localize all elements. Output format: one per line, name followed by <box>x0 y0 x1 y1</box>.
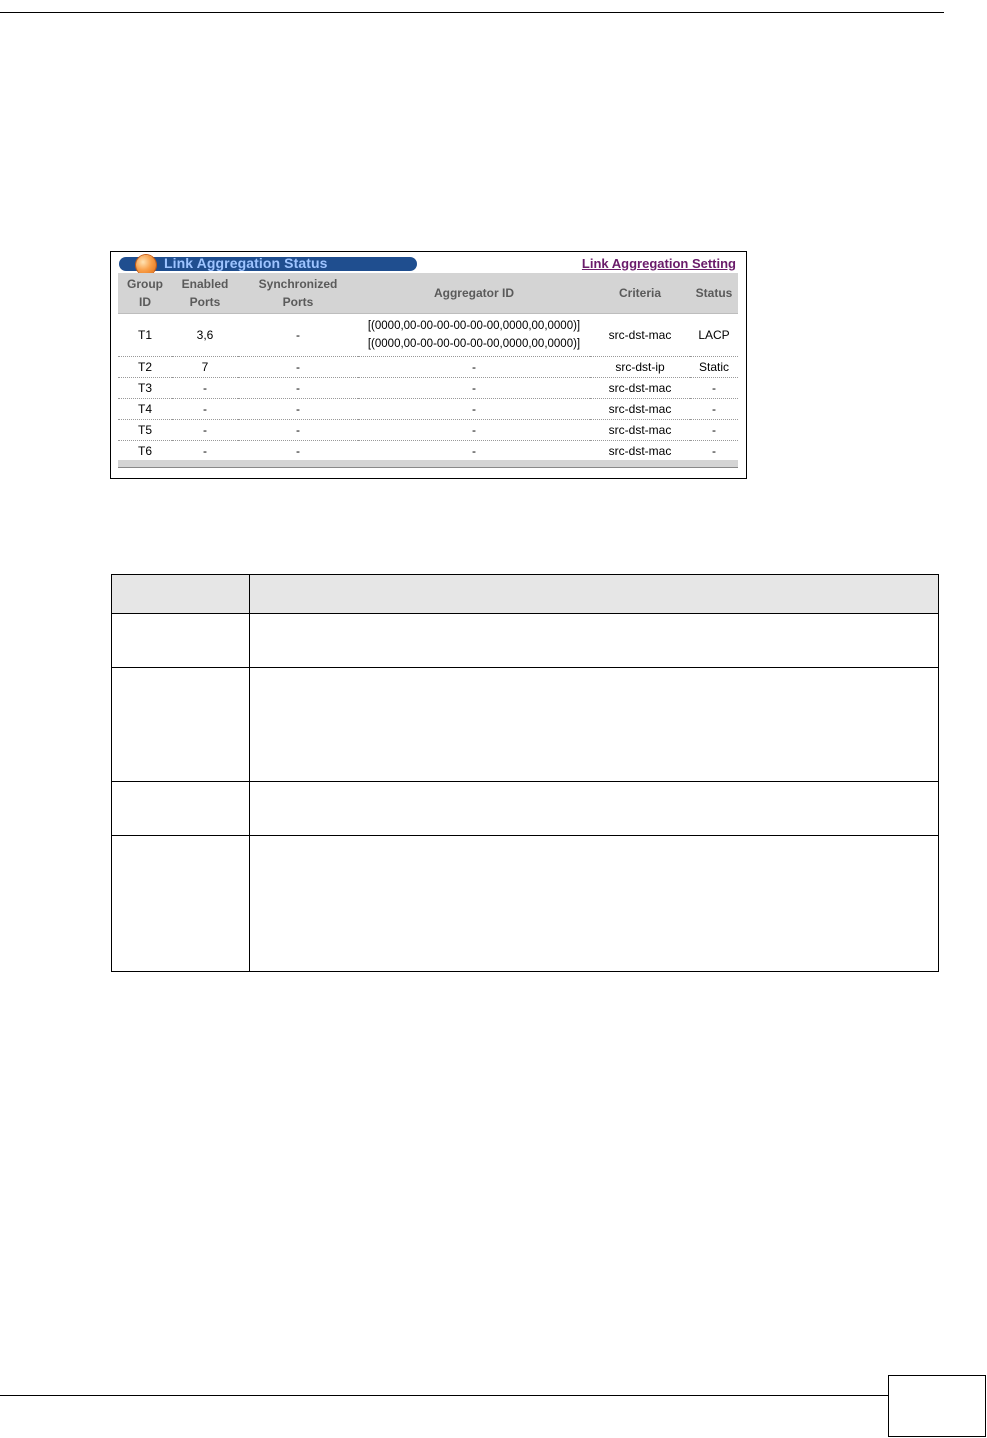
description-text-cell <box>250 668 939 782</box>
criteria-cell: src-dst-mac <box>590 314 690 357</box>
criteria-cell: src-dst-mac <box>590 420 690 441</box>
field-description-table <box>111 574 939 972</box>
criteria-cell: src-dst-mac <box>590 399 690 420</box>
synchronized-ports-cell: - <box>238 420 358 441</box>
table-row <box>118 314 738 357</box>
description-row <box>112 668 939 782</box>
column-header-group-id: Group ID <box>118 273 172 314</box>
criteria-cell: src-dst-mac <box>590 441 690 462</box>
synchronized-ports-cell: - <box>238 441 358 462</box>
synchronized-ports-cell: - <box>238 378 358 399</box>
group-id-cell: T6 <box>118 441 172 462</box>
group-id-cell: T5 <box>118 420 172 441</box>
status-orb-icon <box>136 255 156 275</box>
description-row <box>112 782 939 836</box>
status-cell: - <box>690 441 738 462</box>
enabled-ports-cell: 7 <box>172 357 238 378</box>
table-footer-rule <box>118 467 738 468</box>
aggregator-id-cell <box>358 314 590 357</box>
table-row <box>118 399 738 420</box>
group-id-cell: T3 <box>118 378 172 399</box>
description-text-cell <box>250 614 939 668</box>
link-aggregation-status-screenshot <box>110 251 747 479</box>
aggregator-id-cell: - <box>358 378 590 399</box>
status-cell: - <box>690 378 738 399</box>
link-aggregation-setting-link[interactable]: Link Aggregation Setting <box>581 256 736 271</box>
page-header-rule <box>0 12 944 13</box>
column-header-criteria: Criteria <box>590 273 690 314</box>
description-label-cell <box>112 836 250 972</box>
column-header-enabled-ports: Enabled Ports <box>172 273 238 314</box>
table-row <box>118 378 738 399</box>
enabled-ports-cell: - <box>172 378 238 399</box>
synchronized-ports-cell: - <box>238 314 358 357</box>
table-row <box>118 357 738 378</box>
criteria-cell: src-dst-ip <box>590 357 690 378</box>
aggregator-id-cell: - <box>358 357 590 378</box>
enabled-ports-cell: 3,6 <box>172 314 238 357</box>
group-id-cell: T1 <box>118 314 172 357</box>
page-number-box <box>888 1375 986 1437</box>
enabled-ports-cell: - <box>172 441 238 462</box>
status-cell: Static <box>690 357 738 378</box>
description-text-cell <box>250 782 939 836</box>
status-cell: - <box>690 420 738 441</box>
enabled-ports-cell: - <box>172 399 238 420</box>
description-header-label-cell <box>112 575 250 614</box>
column-header-synchronized-ports: Synchronized Ports <box>238 273 358 314</box>
column-header-aggregator-id: Aggregator ID <box>358 273 590 314</box>
table-footer-band <box>118 460 738 467</box>
table-row <box>118 420 738 441</box>
status-cell: LACP <box>690 314 738 357</box>
synchronized-ports-cell: - <box>238 357 358 378</box>
description-label-cell <box>112 668 250 782</box>
page-footer-rule <box>0 1395 888 1396</box>
aggregator-id-cell: - <box>358 399 590 420</box>
description-header-row <box>112 575 939 614</box>
column-header-status: Status <box>690 273 738 314</box>
aggregator-id-cell: - <box>358 420 590 441</box>
link-aggregation-status-table <box>118 273 738 462</box>
status-cell: - <box>690 399 738 420</box>
description-label-cell <box>112 614 250 668</box>
table-header-row <box>118 273 738 314</box>
description-header-text-cell <box>250 575 939 614</box>
aggregator-id-cell: - <box>358 441 590 462</box>
description-row <box>112 614 939 668</box>
aggregator-id-line: [(0000,00-00-00-00-00-00,0000,00,0000)] <box>367 320 581 332</box>
panel-title: Link Aggregation Status <box>164 255 328 271</box>
synchronized-ports-cell: - <box>238 399 358 420</box>
enabled-ports-cell: - <box>172 420 238 441</box>
description-label-cell <box>112 782 250 836</box>
description-text-cell <box>250 836 939 972</box>
aggregator-id-line: [(0000,00-00-00-00-00-00,0000,00,0000)] <box>367 338 581 350</box>
group-id-cell: T2 <box>118 357 172 378</box>
group-id-cell: T4 <box>118 399 172 420</box>
criteria-cell: src-dst-mac <box>590 378 690 399</box>
description-row <box>112 836 939 972</box>
table-row <box>118 441 738 462</box>
